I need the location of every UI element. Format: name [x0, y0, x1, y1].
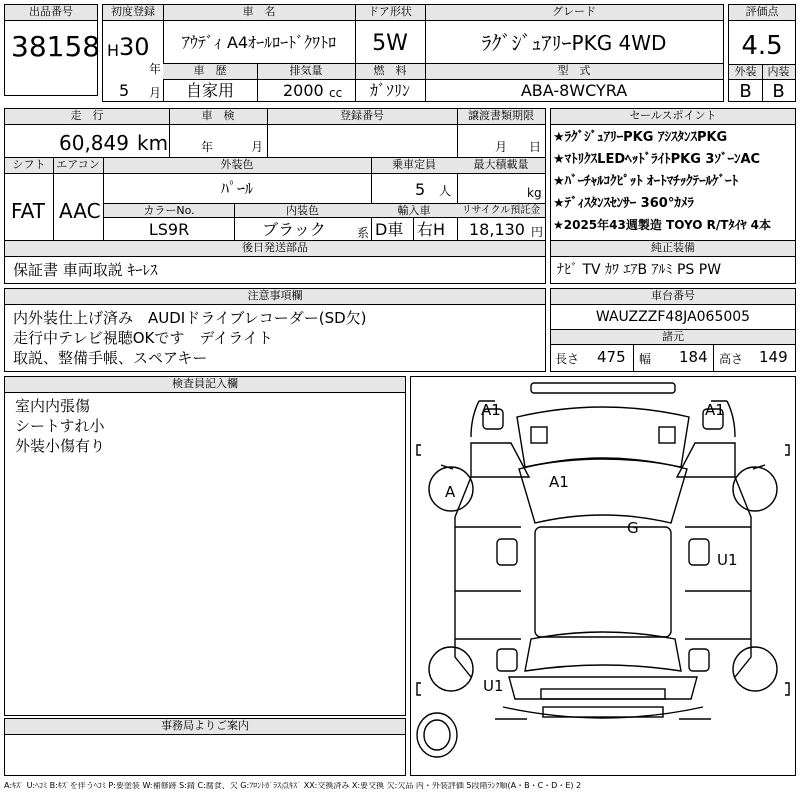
recycle-unit: 円 [531, 225, 544, 239]
door-type: 5W [372, 31, 408, 56]
sales-point: ★ﾊﾞｰﾁｬﾙｺｸﾋﾟｯﾄ ｵｰﾄﾏﾁｯｸﾃｰﾙｹﾞｰﾄ [553, 174, 739, 189]
damage-mark: U1 [717, 551, 738, 569]
transfer-month-unit: 月 [495, 140, 508, 154]
first-reg-label: 初度登録 [103, 5, 163, 21]
sales-point: ★ﾗｸﾞｼﾞｭｱﾘｰPKG ｱｼｽﾀﾝｽPKG [553, 130, 728, 145]
dims-label: 諸元 [551, 329, 795, 345]
displacement: 2000 [283, 81, 324, 100]
note-line: 取説、整備手帳、スペアキー [13, 349, 208, 367]
fuel: ｶﾞｿﾘﾝ [369, 81, 410, 100]
load-label: 最大積載量 [457, 158, 545, 174]
office-label: 事務局よりご案内 [5, 719, 405, 735]
int-color-label: 内装色 [234, 204, 371, 218]
damage-mark: U1 [483, 677, 504, 695]
inspector-line: 外装小傷有り [15, 437, 106, 455]
load-unit: kg [527, 186, 542, 200]
shift-label: シフト [5, 158, 53, 174]
recycle-amount: 18,130 [469, 220, 525, 239]
handle-side: 右H [417, 220, 446, 239]
transfer-day-unit: 日 [529, 140, 542, 154]
equipment-label: 純正装備 [551, 241, 795, 257]
notes-box [4, 288, 546, 372]
first-reg-year: 30 [119, 33, 150, 61]
chassis-label: 車台番号 [551, 289, 795, 305]
inspector-line: シートすれ小 [15, 417, 105, 435]
int-color-suffix: 系 [357, 226, 370, 240]
length-label: 長さ [555, 352, 580, 366]
damage-mark: A [445, 483, 456, 501]
ext-grade-label: 外装 [729, 64, 762, 80]
damage-mark: A1 [705, 401, 725, 419]
import-type: D車 [375, 220, 404, 239]
sales-point: ★2025年43週製造 TOYO R/Tﾀｲﾔ 4本 [553, 218, 771, 232]
lot-label: 出品番号 [5, 5, 97, 21]
height-label: 高さ [719, 352, 744, 366]
int-grade: B [772, 81, 785, 102]
inspection-label: 車 検 [169, 109, 267, 125]
ext-color: ﾊﾟｰﾙ [220, 179, 253, 198]
grade-label: グレード [425, 5, 723, 21]
door-label: ドア形状 [355, 5, 425, 21]
fuel-label: 燃 料 [355, 64, 425, 80]
color-no: LS9R [148, 220, 190, 239]
car-name-label: 車 名 [163, 5, 355, 21]
capacity-label: 乗車定員 [371, 158, 457, 174]
notes-label: 注意事項欄 [5, 289, 545, 305]
sales-point: ★ﾏﾄﾘｸｽLEDﾍｯﾄﾞﾗｲﾄPKG 3ｿﾞｰﾝAC [553, 152, 761, 167]
damage-mark: G [627, 519, 639, 537]
sales-points-label: セールスポイント [551, 109, 795, 125]
lot-box [4, 4, 101, 96]
legend: A:ｷｽﾞ U:ﾍｺﾐ B:ｷｽﾞを伴うﾍｺﾐ P:要塗装 W:補修跡 S:錆 C:腐食、欠 G:ﾌﾛﾝﾄｶﾞﾗｽ点ｷｽﾞ XX:交換済み X:要交換 欠:欠品 内・外装評価 5段階ﾗﾝｸ順(A・B・C・D・E) 2 [4, 782, 582, 790]
width-label: 幅 [639, 352, 652, 366]
note-line: 走行中テレビ視聴OKです デイライト [13, 329, 273, 347]
ac: AAC [59, 199, 101, 223]
mileage-unit: km [137, 131, 169, 155]
capacity-unit: 人 [439, 184, 452, 198]
displacement-unit: cc [329, 86, 343, 100]
int-color: ブラック [262, 220, 326, 239]
mileage: 60,849 [59, 131, 129, 155]
damage-mark: A1 [549, 473, 569, 491]
grade: ﾗｸﾞｼﾞｭｱﾘｰPKG 4WD [481, 31, 667, 55]
reg-no-label: 登録番号 [267, 109, 457, 125]
model-code: ABA-8WCYRA [520, 81, 628, 100]
later-parts-box [4, 240, 546, 284]
ext-color-label: 外装色 [103, 158, 371, 174]
later-parts: 保証書 車両取説 ｷｰﾚｽ [13, 261, 158, 279]
inspector-line: 室内内張傷 [15, 397, 91, 415]
ac-label: エアコン [53, 158, 103, 174]
history: 自家用 [185, 81, 234, 100]
length: 475 [597, 348, 626, 366]
width: 184 [679, 348, 708, 366]
inspection-month-unit: 月 [251, 140, 264, 154]
sales-points-box [550, 108, 796, 242]
office-box [4, 718, 406, 776]
transfer-label: 譲渡書類期限 [457, 109, 545, 125]
equipment: ﾅﾋﾞ TV ｶﾜ ｴｱB ｱﾙﾐ PS PW [557, 262, 722, 278]
mileage-label: 走 行 [5, 109, 169, 125]
note-line: 内外装仕上げ済み AUDIドライブレコーダー(SD欠) [13, 309, 367, 327]
inspector-label: 検査員記入欄 [5, 377, 405, 393]
displacement-label: 排気量 [257, 64, 355, 80]
month-unit: 月 [149, 86, 162, 100]
chassis-number: WAUZZZF48JA065005 [595, 309, 751, 325]
inspection-year-unit: 年 [201, 140, 214, 154]
score-box [728, 4, 796, 102]
inspector-box [4, 376, 406, 716]
chassis-box [550, 288, 796, 372]
height: 149 [759, 348, 788, 366]
year-unit: 年 [149, 62, 162, 76]
color-no-label: カラーNo. [104, 204, 234, 218]
sales-point: ★ﾃﾞｨｽﾀﾝｽｾﾝｻｰ 360°ｶﾒﾗ [553, 196, 694, 211]
history-label: 車 歴 [163, 64, 257, 80]
import-label: 輸入車 [371, 204, 457, 218]
model-label: 型 式 [425, 64, 723, 80]
first-reg-month: 5 [119, 81, 130, 100]
score: 4.5 [741, 31, 783, 61]
car-diagram-svg [411, 377, 795, 775]
lot-number: 38158 [11, 30, 101, 63]
capacity: 5 [415, 180, 426, 199]
shift: FAT [11, 199, 46, 223]
details-block [4, 108, 546, 242]
car-name: ｱｳﾃﾞｨ A4ｵｰﾙﾛｰﾄﾞｸﾜﾄﾛ [181, 33, 337, 52]
ext-grade: B [739, 81, 752, 102]
score-label: 評価点 [729, 5, 795, 21]
equipment-box [550, 240, 796, 284]
damage-mark: A1 [481, 401, 501, 419]
era-letter: H [107, 41, 120, 60]
int-grade-label: 内装 [762, 64, 795, 80]
vehicle-header [102, 4, 724, 102]
recycle-label: リサイクル預託金 [457, 204, 545, 218]
car-diagram [410, 376, 796, 776]
later-parts-label: 後日発送部品 [5, 241, 545, 257]
